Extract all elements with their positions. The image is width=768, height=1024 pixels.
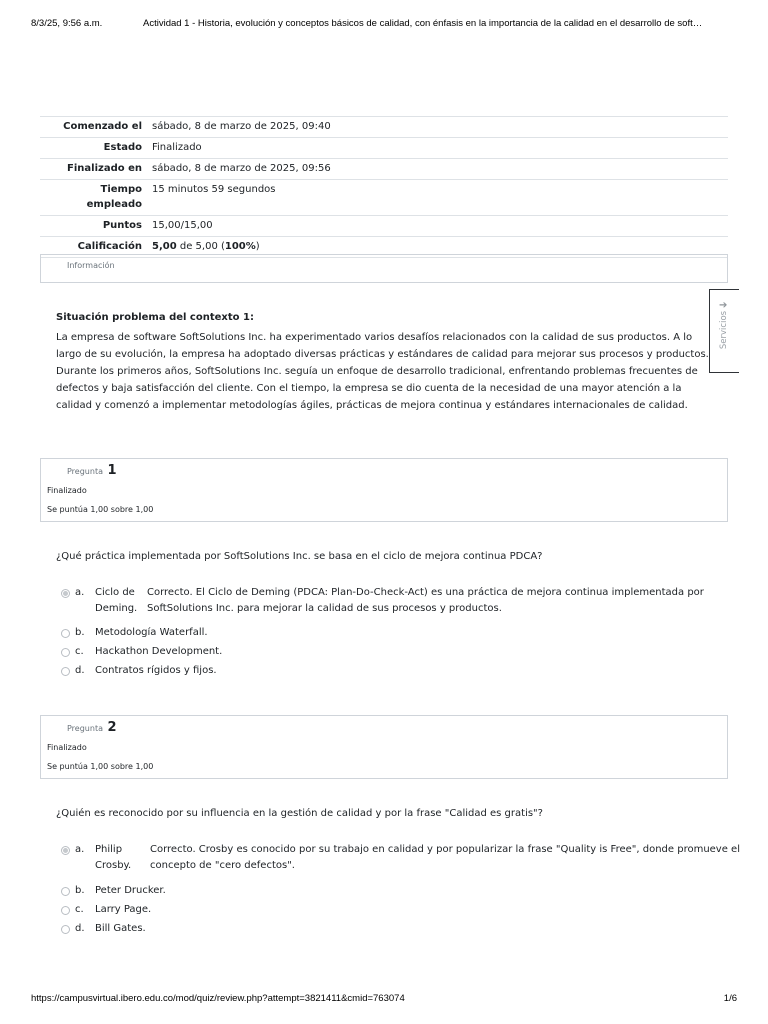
option-letter: d. [75,665,85,676]
option-letter: a. [75,844,85,855]
radio-icon[interactable] [61,629,70,638]
summary-label [40,180,148,216]
information-box [40,254,728,283]
radio-icon[interactable] [61,667,70,676]
attempt-summary-table [40,116,728,258]
summary-value: 15 minutos 59 segundos [152,184,276,195]
question-prefix: Pregunta [67,724,103,733]
option-feedback [147,585,704,617]
radio-icon[interactable] [61,887,70,896]
summary-row-points [40,216,728,237]
option-letter: d. [75,923,85,934]
question-grade: Se puntúa 1,00 sobre 1,00 [47,505,154,514]
summary-label-line: empleado [86,199,142,210]
print-url: https://campusvirtual.ibero.edu.co/mod/quiz/review.php?attempt=3821411&cmid=763074 [31,993,405,1004]
option-text [95,842,131,874]
question-prefix: Pregunta [67,467,103,476]
grade-score: 5,00 [152,241,177,252]
option-line: Ciclo de [95,587,135,598]
grade-of: de 5,00 ( [176,241,225,252]
services-drawer-tab[interactable] [709,289,739,373]
question-grade: Se puntúa 1,00 sobre 1,00 [47,762,154,771]
option-text: Metodología Waterfall. [95,627,208,638]
information-label: Información [67,261,115,270]
summary-row-state [40,138,728,159]
summary-label: Estado [103,142,142,153]
option-letter: a. [75,587,85,598]
summary-value: 15,00/15,00 [152,220,213,231]
option-text: Peter Drucker. [95,885,166,896]
feedback-line: Correcto. Crosby es conocido por su trabajo en calidad y por popularizar la frase "Quality is Free", donde promueve el [150,844,740,855]
radio-selected-icon[interactable] [61,846,70,855]
grade-close: ) [255,241,260,252]
summary-row-started [40,117,728,138]
question-info-box [40,715,728,779]
context-body: La empresa de software SoftSolutions Inc. ha experimentado varios desafíos relacionados con la calidad de sus productos. A lo largo de su evolución, la empresa ha adoptado diversas prácticas y estándares de calidad para mejorar sus procesos y productos. Durante los primeros años, SoftSolutions Inc. seguía un enfoque de desarrollo tradicional, enfrentando problemas frecuentes de defectos y baja satisfacción del cliente. Con el tiempo, la empresa se dio cuenta de la necesidad de una mayor atención a la calidad y comenzó a implementar metodologías ágiles, prácticas de mejora continua y estándares internacionales de calidad. [56,332,709,411]
option-text: Bill Gates. [95,923,146,934]
option-letter: b. [75,885,85,896]
question-state: Finalizado [47,486,87,495]
radio-selected-icon[interactable] [61,589,70,598]
radio-icon[interactable] [61,925,70,934]
option-text: Hackathon Development. [95,646,223,657]
context-heading: Situación problema del contexto 1: [56,312,254,323]
summary-label: Puntos [102,220,142,231]
summary-value: sábado, 8 de marzo de 2025, 09:56 [152,163,331,174]
summary-label: Finalizado en [67,163,142,174]
print-date: 8/3/25, 9:56 a.m. [31,18,103,29]
summary-value: sábado, 8 de marzo de 2025, 09:40 [152,121,331,132]
option-feedback [150,842,740,874]
question-state: Finalizado [47,743,87,752]
feedback-line: concepto de "cero defectos". [150,860,295,871]
question-number-value: 1 [107,463,117,478]
services-label: Servicios [719,310,729,350]
option-line: Philip [95,844,123,855]
summary-row-finished [40,159,728,180]
summary-row-time [40,180,728,216]
option-letter: b. [75,627,85,638]
question-text: ¿Qué práctica implementada por SoftSolutions Inc. se basa en el ciclo de mejora continua PDCA? [56,551,543,562]
option-letter: c. [75,646,84,657]
print-page-title: Actividad 1 - Historia, evolución y conceptos básicos de calidad, con énfasis en la importancia de la calidad en el desarrollo de soft… [143,18,703,29]
summary-label-line: Tiempo [100,184,142,195]
option-line: Crosby. [95,860,132,871]
feedback-line: SoftSolutions Inc. para mejorar la calidad de sus procesos y productos. [147,603,502,614]
option-line: Deming. [95,603,138,614]
question-number [67,720,117,735]
radio-icon[interactable] [61,906,70,915]
question-info-box [40,458,728,522]
radio-icon[interactable] [61,648,70,657]
arrow-right-icon: ➔ [719,300,728,311]
option-text: Larry Page. [95,904,152,915]
print-page-number: 1/6 [723,993,737,1004]
grade-percent: 100% [224,241,256,252]
option-text [95,585,137,617]
feedback-line: Correcto. El Ciclo de Deming (PDCA: Plan-Do-Check-Act) es una práctica de mejora continua implementada por [147,587,704,598]
summary-label: Comenzado el [63,121,142,132]
question-number [67,463,117,478]
option-letter: c. [75,904,84,915]
question-text: ¿Quién es reconocido por su influencia en la gestión de calidad y por la frase "Calidad es gratis"? [56,808,543,819]
question-number-value: 2 [107,720,117,735]
summary-label: Calificación [77,241,142,252]
option-text: Contratos rígidos y fijos. [95,665,217,676]
print-header [31,18,737,32]
summary-value: Finalizado [152,142,202,153]
context-section [56,309,712,414]
